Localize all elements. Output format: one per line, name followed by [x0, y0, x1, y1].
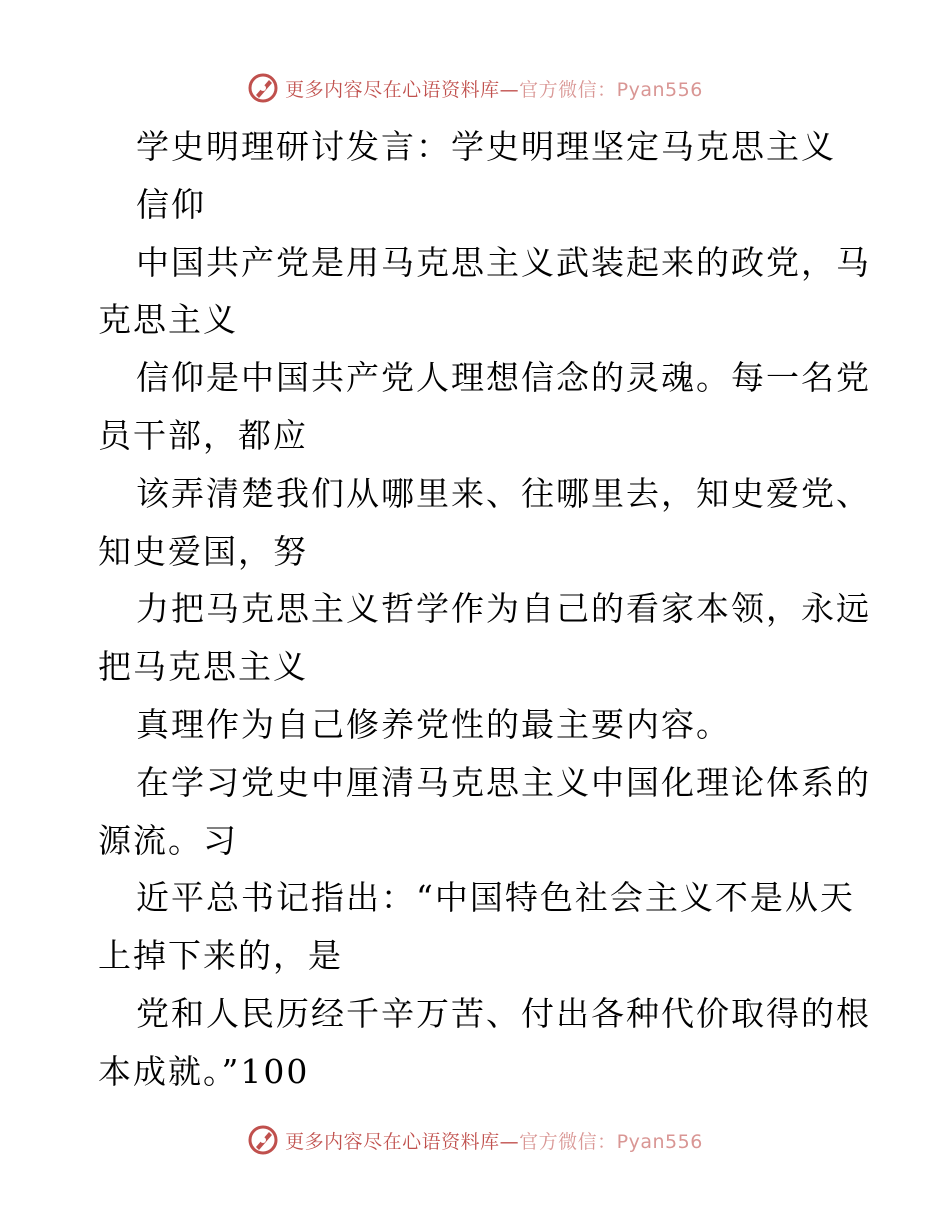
- paragraph-line: 信仰是中国共产党人理想信念的灵魂。每一名党: [136, 358, 871, 398]
- document-title-line-2: 信仰: [136, 184, 206, 224]
- watermark-text-wechat: 官方微信：Pyan556: [519, 1130, 703, 1153]
- brand-logo-icon: [247, 72, 279, 104]
- brand-logo-icon: [247, 1124, 279, 1156]
- watermark-text-brand: 更多内容尽在心语资料库—: [285, 1130, 520, 1153]
- paragraph-line: 党和人民历经千辛万苦、付出各种代价取得的根: [136, 993, 871, 1033]
- document-title-line-1: 学史明理研讨发言：学史明理坚定马克思主义: [136, 127, 836, 166]
- watermark-text-wechat: 官方微信：Pyan556: [519, 78, 703, 101]
- paragraph-line: 本成就。”100: [98, 1051, 310, 1091]
- paragraph-line: 员干部，都应: [98, 415, 308, 455]
- watermark-text-brand: 更多内容尽在心语资料库—: [285, 78, 520, 101]
- paragraph-line: 近平总书记指出：“中国特色社会主义不是从天: [136, 878, 855, 918]
- watermark-text: [285, 75, 703, 102]
- paragraph-line: 中国共产党是用马克思主义武装起来的政党，马: [136, 242, 871, 282]
- paragraph-line: 在学习党史中厘清马克思主义中国化理论体系的: [136, 762, 871, 802]
- paragraph-line: 克思主义: [98, 300, 238, 340]
- paragraph-line: 知史爱国，努: [98, 531, 308, 571]
- watermark-text: [285, 1127, 703, 1154]
- document-body: [98, 118, 871, 1101]
- footer-watermark: [0, 1122, 950, 1158]
- paragraph-line: 真理作为自己修养党性的最主要内容。: [136, 704, 731, 744]
- paragraph-line: 力把马克思主义哲学作为自己的看家本领，永远: [136, 589, 871, 629]
- paragraph-line: 该弄清楚我们从哪里来、往哪里去，知史爱党、: [136, 473, 871, 513]
- header-watermark: [0, 70, 950, 106]
- paragraph-line: 上掉下来的，是: [98, 936, 343, 976]
- paragraph-line: 源流。习: [98, 820, 238, 860]
- paragraph-line: 把马克思主义: [98, 647, 308, 687]
